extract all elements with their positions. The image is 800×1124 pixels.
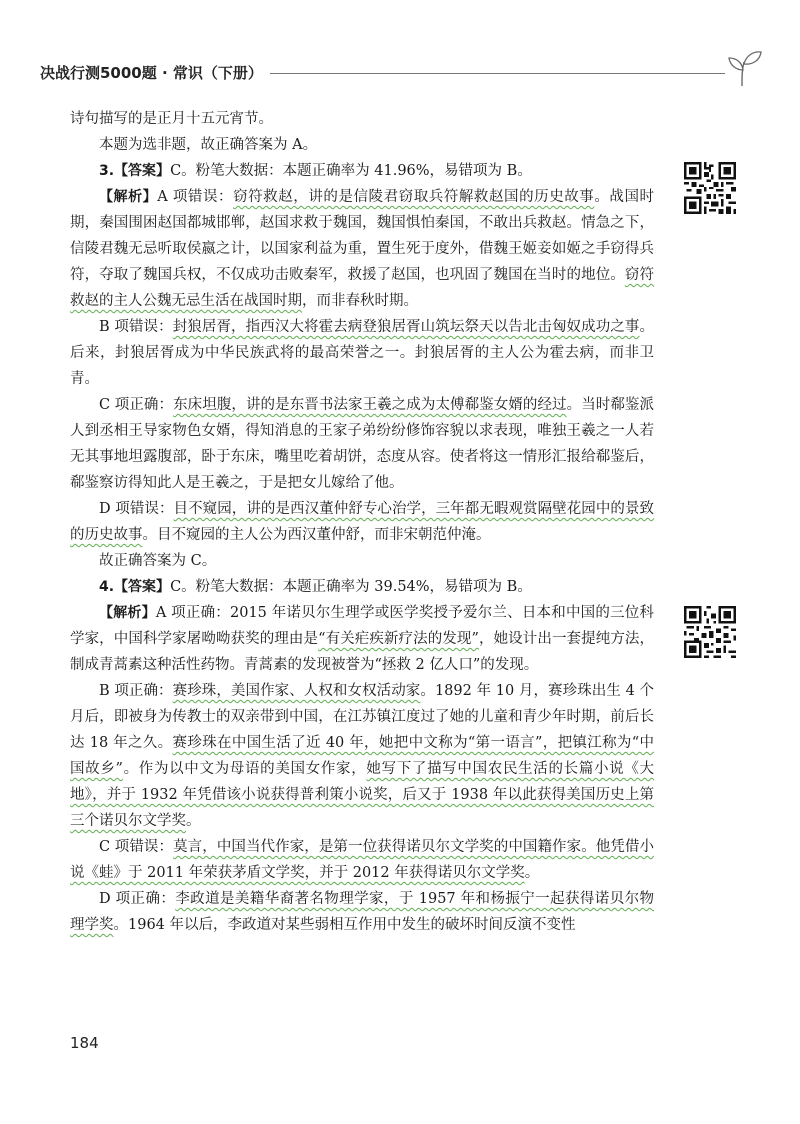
answer-text: C。粉笔大数据：本题正确率为 39.54%，易错项为 B。 [170,579,532,595]
page-number: 184 [70,1034,99,1052]
text: A 项错误： [157,189,234,205]
text: 。目不窥园的主人公为西汉董仲舒，而非宋朝范仲淹。 [142,527,491,543]
analysis-label: 【解析】 [99,189,158,205]
header-title: 决战行测5000题 · 常识（下册） [40,64,263,82]
key-point: “有关疟疾新疗法的发现” [318,631,479,647]
key-point: 莫言，中国当代作家，是第一位获得诺贝尔文学奖的中国籍作家。他凭借小说《蛙》于 2011 年荣获茅盾文学奖，并于 2012 年获得诺贝尔文学奖 [70,839,654,881]
answer-label: 3.【答案】 [99,163,171,179]
analysis-4c [70,834,654,886]
analysis-3d [70,496,654,548]
text: 本题为选非题，故正确答案为 A。 [99,137,318,153]
text: 。战国时期，秦国围困赵国都城邯郸，赵国求救于魏国，魏国惧怕秦国，不敢出兵救赵。情急之下，信陵君魏无忌听取侯嬴之计，以国家利益为重，置生死于度外，借魏王姬妾如姬之手窃得兵符，夺取了魏国兵权，不仅成功击败秦军，救援了赵国，也巩固了魏国在当时的地位。 [70,189,655,283]
text: 。作为以中文为母语的美国女作家， [122,761,367,777]
text: C 项正确： [99,397,174,413]
text: 。1892 年 10 月，赛珍珠出生 4 个月后，即被身为传教士的双亲带到中国，在江苏镇江度过了她的儿童和青少年时期，前后长达 18 年之久。 [70,683,655,751]
main-content [70,106,654,938]
analysis-3a [70,184,654,314]
qr-code-icon[interactable] [684,162,736,214]
sprout-icon [722,48,766,88]
key-point: 窃符救赵，讲的是信陵君窃取兵符解救赵国的历史故事 [233,189,595,205]
key-point: 东床坦腹，讲的是东晋书法家王羲之成为太傅郗鉴女婿的经过 [173,397,567,413]
text: 。 [524,865,540,881]
text: A 项正确：2015 年诺贝尔生理学或医学奖授予爱尔兰、日本和中国的三位科学家，中国科学家屠呦呦获奖的理由是 [70,605,655,647]
analysis-4d [70,886,654,938]
text: 故正确答案为 C。 [99,553,217,569]
key-point: 目不窥园，讲的是西汉董仲舒专心治学，三年都无暇观赏隔壁花园中的景致的历史故事 [70,501,655,543]
analysis-4a [70,600,654,678]
analysis-3b [70,314,654,392]
page-header [40,58,770,88]
text: B 项正确： [99,683,173,699]
key-point: 赛珍珠，美国作家、人权和女权活动家 [172,683,421,699]
key-point: 封狼居胥，指西汉大将霍去病登狼居胥山筑坛祭天以告北击匈奴成功之事 [172,319,640,335]
text: D 项正确： [99,891,176,907]
answer-text: C。粉笔大数据：本题正确率为 41.96%，易错项为 B。 [170,163,532,179]
text: 。1964 年以后，李政道对某些弱相互作用中发生的破坏时间反演不变性 [113,917,576,933]
text: 。 [186,813,201,829]
key-point: 李政道是美籍华裔著名物理学家，于 1957 年和杨振宁一起获得诺贝尔物理学奖 [70,891,655,933]
qr-code-icon[interactable] [684,606,736,658]
key-point: 赛珍珠在中国生活了近 40 年，她把中文称为“第一语言”，把镇江称为“中国故乡” [70,735,655,777]
header-rule [270,73,725,74]
analysis-label: 【解析】 [99,605,156,621]
text: B 项错误： [99,319,173,335]
text: D 项错误： [99,501,174,517]
answer-4 [70,574,654,600]
text: C 项错误： [99,839,174,855]
analysis-4b [70,678,654,834]
text: ，而非春秋时期。 [302,293,418,309]
text: ，她设计出一套提纯方法，制成青蒿素这种活性药物。青蒿素的发现被誉为“拯救 2 亿人口”的发现。 [70,631,655,673]
text: 诗句描写的是正月十五元宵节。 [70,111,273,127]
key-point: 窃符救赵的主人公魏无忌生活在战国时期 [70,267,655,309]
paragraph [70,548,654,574]
paragraph [70,132,654,158]
text: 。后来，封狼居胥成为中华民族武将的最高荣誉之一。封狼居胥的主人公为霍去病，而非卫青。 [70,319,654,387]
answer-label: 4.【答案】 [99,579,171,595]
answer-3 [70,158,654,184]
text: 。当时郗鉴派人到丞相王导家物色女婿，得知消息的王家子弟纷纷修饰容貌以求表现，唯独王羲之一人若无其事地坦露腹部，卧于东床，嘴里吃着胡饼，态度从容。使者将这一情形汇报给郗鉴后，郗鉴察访得知此人是王羲之，于是把女儿嫁给了他。 [70,397,655,491]
key-point: 她写下了描写中国农民生活的长篇小说《大地》，并于 1932 年凭借该小说获得普利策小说奖，后又于 1938 年以此获得美国历史上第三个诺贝尔文学奖 [70,761,655,829]
analysis-3c [70,392,654,496]
paragraph [70,106,654,132]
